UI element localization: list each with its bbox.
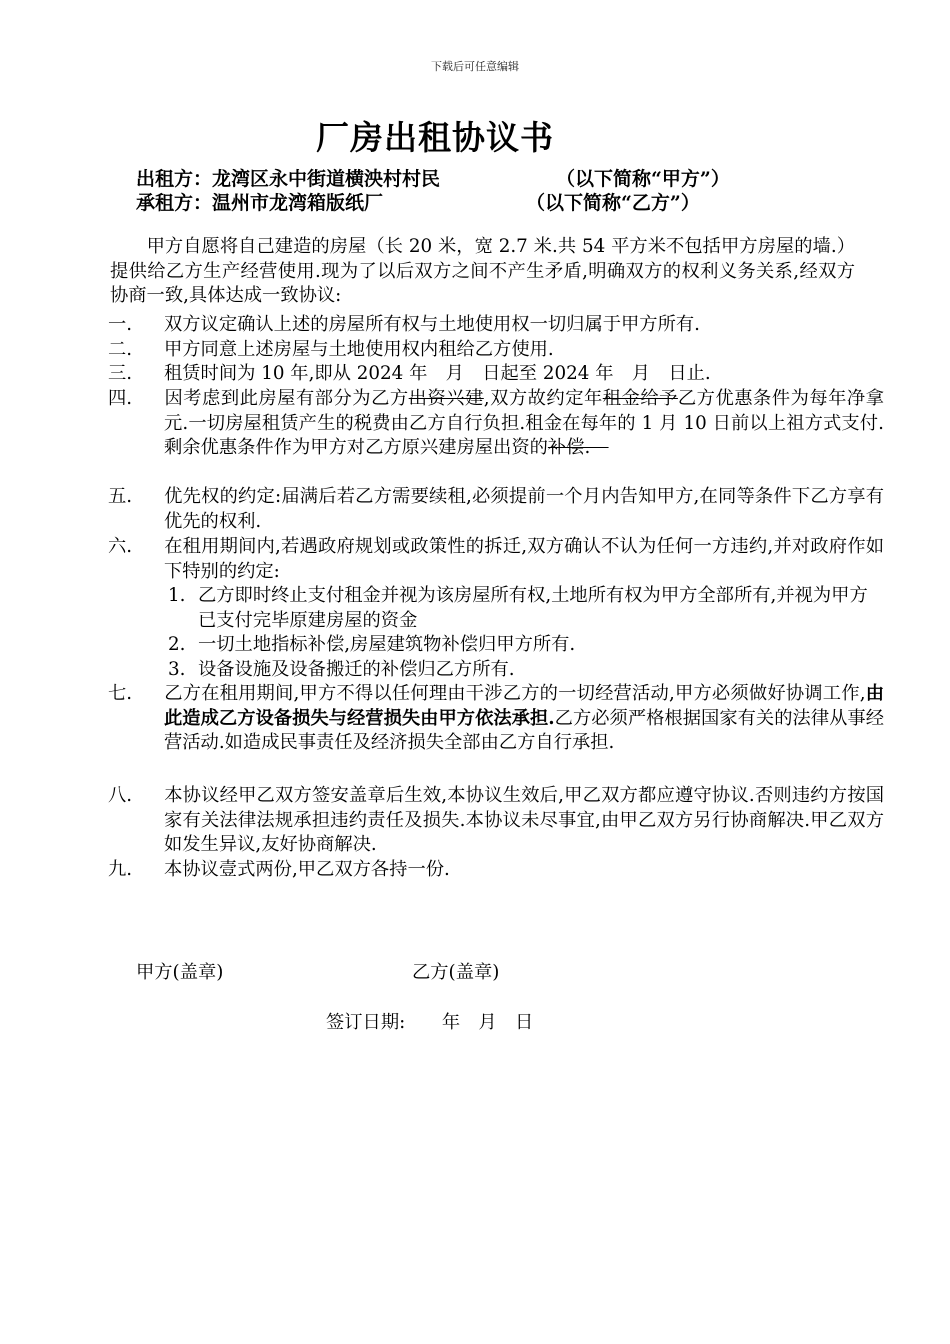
header-note: 下载后可任意编辑 bbox=[431, 60, 519, 73]
clause-text-b: 乙方必须严格根据国家有关的法律从事经营活动.如造成民事责任及经济损失全部由乙方自行承担. bbox=[164, 707, 884, 754]
clause-text: 优先权的约定:届满后若乙方需要续租,必须提前一个月内告知甲方,在同等条件下乙方享有优先的权利. bbox=[164, 486, 884, 532]
clause-number: 六. bbox=[108, 536, 133, 557]
clause-text: 本协议经甲乙双方签安盖章后生效,本协议生效后,甲乙双方都应遵守协议.否则违约方按国家有关法律法规承担违约责任及损失.本协议未尽事宜,由甲乙双方另行协商解决.甲乙双方如发生异议,友好协商解决. bbox=[164, 785, 884, 856]
clause-number: 八. bbox=[108, 785, 133, 806]
party-b-seal: 乙方(盖章) bbox=[412, 962, 500, 983]
lessee-line bbox=[136, 188, 700, 215]
clause-6-item-3 bbox=[168, 658, 886, 683]
struck-text: 补偿. bbox=[547, 437, 609, 459]
clause-text: 租赁时间为 10 年,即从 2024 年 月 日起至 2024 年 月 日止. bbox=[164, 363, 711, 384]
lessor-abbr: （以下简称“甲方”） bbox=[556, 168, 730, 190]
clause-text: 本协议壹式两份,甲乙双方各持一份. bbox=[164, 859, 450, 880]
clause-text-b: ,双方故约定年 bbox=[483, 388, 603, 409]
clause-1 bbox=[108, 313, 884, 338]
clause-text-c: 乙方优惠条件为每年净拿 元.一切房屋租赁产生的税费由乙方自行负担.租金在每年的 1 月 10 日前以上祖方式支付.剩余优惠条件作为甲方对乙方原兴建房屋出资的 bbox=[164, 388, 921, 459]
struck-text: 出资兴建 bbox=[408, 388, 484, 409]
item-number: 2. bbox=[168, 634, 186, 655]
clause-text: 双方议定确认上述的房屋所有权与土地使用权一切归属于甲方所有. bbox=[164, 314, 700, 335]
clause-text: 在租用期间内,若遇政府规划或政策性的拆迁,双方确认不认为任何一方违约,并对政府作如下特别的约定: bbox=[164, 536, 884, 582]
clause-5 bbox=[108, 485, 884, 534]
lessor-label: 出租方：龙湾区永中街道横泱村村民 bbox=[136, 168, 441, 190]
item-text: 一切土地指标补偿,房屋建筑物补偿归甲方所有. bbox=[198, 634, 576, 655]
clause-9 bbox=[108, 858, 884, 883]
clause-number: 四. bbox=[108, 388, 133, 409]
item-number: 3. bbox=[168, 659, 186, 680]
clause-number: 五. bbox=[108, 486, 133, 507]
clause-number: 三. bbox=[108, 363, 133, 384]
bold-liability-text: 由此造成乙方设备损失与经营损失由甲方依法承担. bbox=[164, 683, 885, 729]
clause-text: 甲方同意上述房屋与土地使用权内租给乙方使用. bbox=[164, 339, 554, 360]
lessor-line bbox=[136, 164, 730, 191]
lessee-label: 承租方：温州市龙湾箱版纸厂 bbox=[136, 192, 384, 214]
clause-2 bbox=[108, 338, 884, 363]
item-text: 乙方即时终止支付租金并视为该房屋所有权,土地所有权为甲方全部所有,并视为甲方已支付完毕原建房屋的资金 bbox=[198, 585, 868, 631]
clause-text-a: 因考虑到此房屋有部分为乙方 bbox=[164, 388, 409, 409]
clause-4 bbox=[108, 387, 921, 461]
lessee-abbr: （以下简称“乙方”） bbox=[526, 192, 700, 214]
clause-7 bbox=[108, 682, 885, 756]
struck-text: 租金给予 bbox=[602, 388, 678, 409]
clause-6-item-2 bbox=[168, 633, 886, 658]
clause-8 bbox=[108, 784, 884, 858]
item-number: 1. bbox=[168, 585, 186, 606]
clause-6 bbox=[108, 535, 884, 584]
intro-paragraph: 甲方自愿将自己建造的房屋（长 20 米，宽 2.7 米.共 54 平方米不包括甲方房屋的墙.）提供给乙方生产经营使用.现为了以后双方之间不产生矛盾,明确双方的权利义务关系,经双方协商一致,具体达成一致协议: bbox=[110, 236, 855, 307]
document-title: 厂房出租协议书 bbox=[316, 118, 554, 157]
party-a-seal: 甲方(盖章) bbox=[136, 962, 224, 983]
clause-number: 一. bbox=[108, 314, 133, 335]
signing-date: 签订日期: 年 月 日 bbox=[326, 1012, 534, 1033]
clause-text-a: 乙方在租用期间,甲方不得以任何理由干涉乙方的一切经营活动,甲方必须做好协调工作, bbox=[164, 683, 866, 704]
clause-3 bbox=[108, 362, 884, 387]
item-text: 设备设施及设备搬迁的补偿归乙方所有. bbox=[198, 659, 515, 680]
clause-number: 七. bbox=[108, 683, 133, 704]
clause-6-item-1 bbox=[168, 584, 886, 633]
clause-number: 九. bbox=[108, 859, 133, 880]
clause-number: 二. bbox=[108, 339, 133, 360]
